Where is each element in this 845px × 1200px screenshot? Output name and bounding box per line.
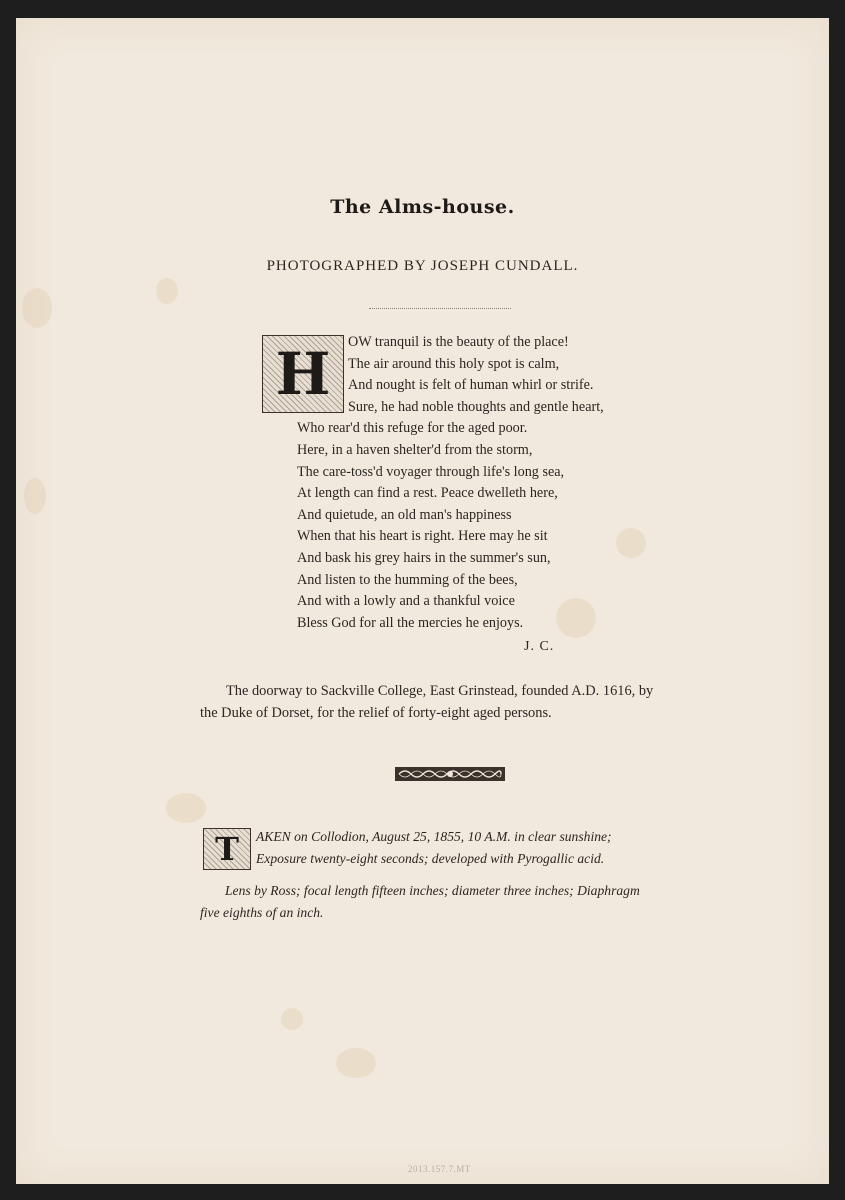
poem-line: The air around this holy spot is calm, <box>348 355 560 372</box>
taken-dropcap <box>203 828 251 870</box>
foxing-spot <box>22 288 52 328</box>
exposure-details <box>256 826 666 869</box>
dotted-divider <box>369 308 511 309</box>
exposure-line: Exposure twenty-eight seconds; developed with Pyrogallic acid. <box>256 850 605 866</box>
poem-signature: J. C. <box>524 639 555 654</box>
poem <box>297 332 657 634</box>
poem-line: When that his heart is right. Here may he sit <box>297 528 548 545</box>
accession-number: 2013.157.7.MT <box>408 1164 471 1174</box>
lens-line: Lens by Ross; focal length fifteen inches; diameter three inches; Diaphragm <box>225 883 640 898</box>
poem-line: The care-toss'd voyager through life's long sea, <box>297 463 565 480</box>
poem-line: And with a lowly and a thankful voice <box>297 593 515 610</box>
lens-line: five eighths of an inch. <box>200 904 324 920</box>
lens-details <box>200 880 687 923</box>
poem-line: And quietude, an old man's happiness <box>297 506 512 523</box>
poem-line: OW tranquil is the beauty of the place! <box>348 334 569 350</box>
poem-line: Who rear'd this refuge for the aged poor. <box>297 420 528 437</box>
description-line: The doorway to Sackville College, East Grinstead, founded A.D. 1616, by <box>226 683 654 699</box>
decorative-ornament <box>395 767 505 781</box>
foxing-spot <box>336 1048 376 1078</box>
photographer-byline: PHOTOGRAPHED BY JOSEPH CUNDALL. <box>266 258 579 274</box>
poem-line: Here, in a haven shelter'd from the storm, <box>297 441 533 458</box>
foxing-spot <box>281 1008 303 1030</box>
foxing-spot <box>24 478 46 514</box>
poem-line: Bless God for all the mercies he enjoys. <box>297 614 524 631</box>
poem-line: And bask his grey hairs in the summer's sun, <box>297 549 551 566</box>
foxing-spot <box>156 278 178 304</box>
poem-line: At length can find a rest. Peace dwelleth here, <box>297 485 558 502</box>
poem-line: And listen to the humming of the bees, <box>297 571 518 588</box>
poem-line: Sure, he had noble thoughts and gentle heart, <box>348 398 604 415</box>
poem-dropcap-letter: H <box>275 340 331 408</box>
exposure-line: AKEN on Collodion, August 25, 1855, 10 A.M. in clear sunshine; <box>256 829 612 844</box>
doorway-description <box>200 680 660 724</box>
poem-line: And nought is felt of human whirl or strife. <box>348 377 594 394</box>
description-line: the Duke of Dorset, for the relief of forty-eight aged persons. <box>200 705 552 721</box>
taken-dropcap-letter: T <box>215 830 239 868</box>
page-title: The Alms-house. <box>330 196 515 218</box>
foxing-spot <box>166 793 206 823</box>
